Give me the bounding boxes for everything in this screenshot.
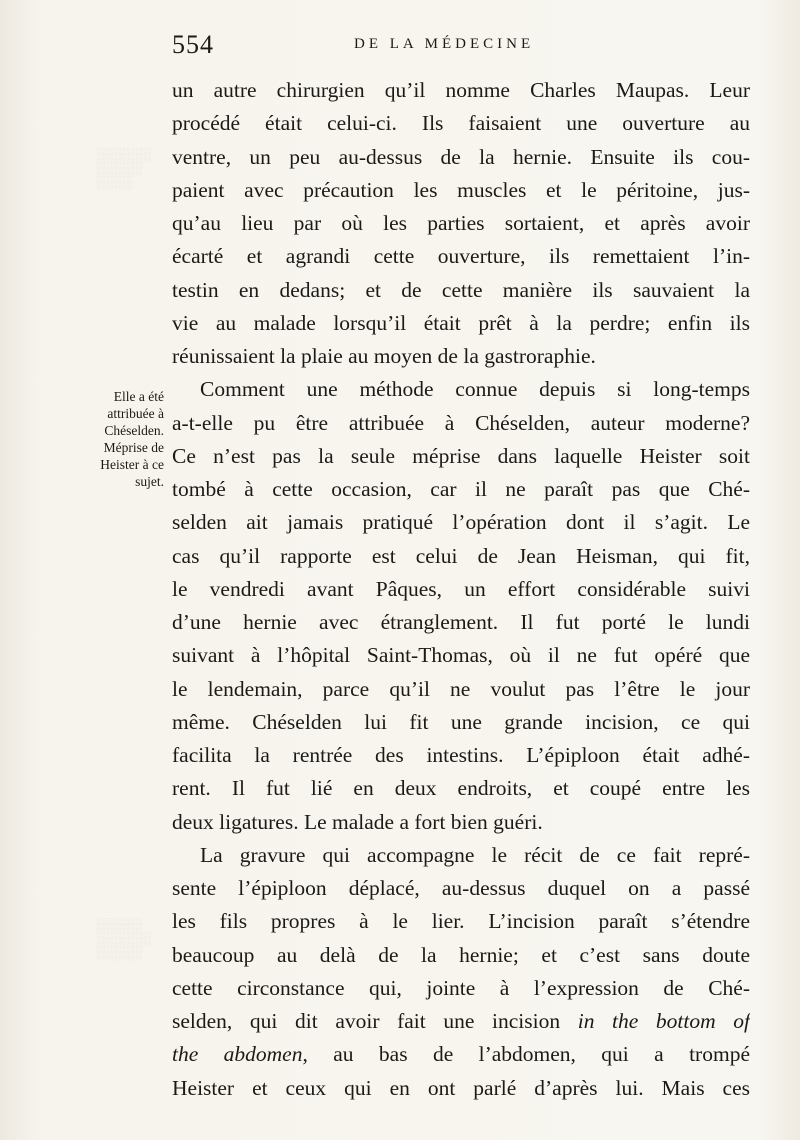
- text-line: a-t-elle pu être attribuée à Chéselden, auteur moderne?: [172, 410, 750, 435]
- text-line: même. Chéselden lui fit une grande incision, ce qui: [172, 709, 750, 734]
- text-line-rest: , au bas de l’abdomen, qui a trompé: [302, 1042, 750, 1067]
- margin-note-line: Chéselden.: [104, 423, 164, 438]
- text-line: cas qu’il rapporte est celui de Jean Heisman, qui fit,: [172, 543, 750, 568]
- margin-note: [60, 388, 164, 490]
- text-line: tombé à cette occasion, car il ne paraît pas que Ché-: [172, 477, 750, 501]
- text-line: qu’au lieu par où les parties sortaient, et après avoir: [172, 211, 750, 235]
- page-number: 554: [172, 30, 214, 59]
- text-line: vie au malade lorsqu’il était prêt à la perdre; enfin ils: [172, 310, 750, 335]
- text-line: beaucoup au delà de la hernie; et c’est sans doute: [172, 942, 750, 967]
- margin-note-line: Elle a été: [113, 389, 164, 404]
- text-line: suivant à l’hôpital Saint-Thomas, où il ne fut opéré que: [172, 643, 750, 668]
- text-line: les fils propres à le lier. L’incision paraît s’étendre: [172, 909, 750, 934]
- margin-note-line: attribuée à: [107, 406, 164, 421]
- text-line: Comment une méthode connue depuis si long-temps: [200, 377, 750, 402]
- text-line: facilita la rentrée des intestins. L’épiploon était adhé-: [172, 743, 750, 767]
- text-line: deux ligatures. Le malade a fort bien guéri.: [172, 809, 543, 834]
- text-line: un autre chirurgien qu’il nomme Charles Maupas. Leur: [172, 78, 750, 102]
- show-through-text: ░░░░░░ ░░░░░ ░░░░: [96, 147, 152, 190]
- text-line: ventre, un peu au-dessus de la hernie. Ensuite ils cou-: [172, 144, 750, 169]
- running-title: DE LA MÉDECINE: [354, 36, 535, 52]
- text-line: paient avec précaution les muscles et le péritoine, jus-: [172, 177, 750, 202]
- margin-note-line: Méprise de: [103, 440, 164, 455]
- text-line: [172, 1005, 750, 1038]
- text-line: le vendredi avant Pâques, un effort considérable suivi: [172, 576, 750, 601]
- text-line: écarté et agrandi cette ouverture, ils remettaient l’in-: [172, 244, 750, 269]
- text-line: selden ait jamais pratiqué l’opération dont il s’agit. Le: [172, 510, 750, 535]
- text-line: Heister et ceux qui en ont parlé d’après lui. Mais ces: [172, 1075, 750, 1100]
- text-line: sente l’épiploon déplacé, au-dessus duquel on a passé: [172, 876, 750, 900]
- running-head: [172, 30, 750, 60]
- text-line: réunissaient la plaie au moyen de la gastroraphie.: [172, 344, 596, 368]
- text-line: cette circonstance qui, jointe à l’expression de Ché-: [172, 975, 750, 1000]
- text-line: testin en dedans; et de cette manière ils sauvaient la: [172, 277, 750, 302]
- italic-phrase: in the bottom of: [577, 1009, 750, 1033]
- text-line: rent. Il fut lié en deux endroits, et coupé entre les: [172, 776, 750, 801]
- text-line: le lendemain, parce qu’il ne voulut pas l’être le jour: [172, 676, 750, 701]
- show-through-text: ░░░░░ ░░░░░░ ░░░░░: [96, 917, 152, 960]
- text-line-start: selden, qui dit avoir fait une incision: [172, 1009, 578, 1033]
- text-line: procédé était celui-ci. Ils faisaient une ouverture au: [172, 111, 750, 136]
- text-line: d’une hernie avec étranglement. Il fut porté le lundi: [172, 610, 750, 634]
- text-line: Ce n’est pas la seule méprise dans laquelle Heister soit: [172, 443, 750, 468]
- body-text: [172, 74, 750, 1105]
- margin-note-line: sujet.: [135, 474, 164, 489]
- text-line: [172, 1038, 750, 1071]
- margin-note-line: Heister à ce: [100, 457, 164, 472]
- italic-phrase: the abdomen: [172, 1042, 303, 1067]
- text-line: La gravure qui accompagne le récit de ce fait repré-: [200, 842, 750, 867]
